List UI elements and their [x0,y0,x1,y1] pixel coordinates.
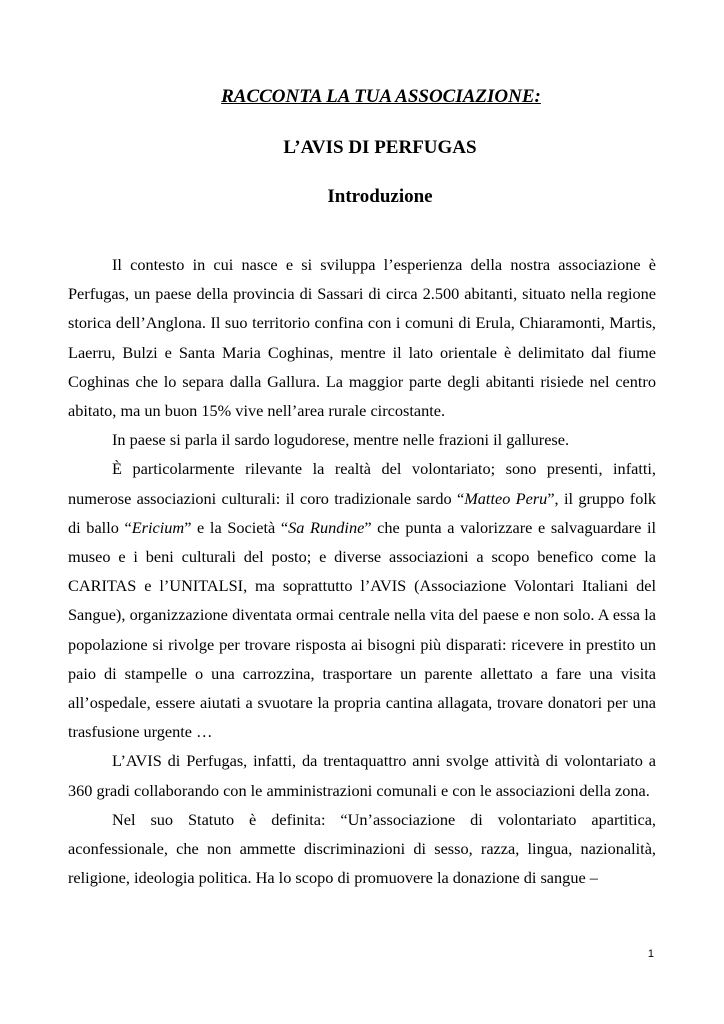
paragraph-4: L’AVIS di Perfugas, infatti, da trentaquattro anni svolge attività di volontariato a 360 gradi collaborando con le amministrazioni comunali e con le associazioni della zona. [68,751,656,800]
choir-name: Matteo Peru [464,488,548,508]
document-title [0,86,724,108]
document-subtitle: L’AVIS DI PERFUGAS [283,137,477,158]
paragraph-3 [68,454,656,746]
paragraph-3-part-e: ” e la Società “ [184,517,289,537]
body-text [68,250,656,892]
page-number: 1 [647,948,654,960]
title-colon: : [534,86,541,107]
section-heading: Introduzione [327,186,433,207]
paragraph-3-part-g: ” che punta a valorizzare e salvaguardare il museo e i beni culturali del posto; e diverse associazioni a scopo benefico come la CARITAS e l’UNITALSI, ma soprattutto l’AVIS (Associazione Volontari Italiani del Sangue), organizzazione diventata ormai centrale nella vita del paese e non solo. A essa la popolazione si rivolge per trovare risposta ai bisogni più disparati: ricevere in prestito un paio di stampelle o una carrozzina, trasportare un parente allettato a fare una visita all’ospedale, essere aiutati a svuotare la propria cantina allagata, trovare donatori per una trasfusione urgente … [68,517,657,742]
society-name: Sa Rundine [288,517,365,537]
title-text: RACCONTA LA TUA ASSOCIAZIONE [221,86,535,107]
paragraph-5: Nel suo Statuto è definita: “Un’associazione di volontariato apartitica, aconfessionale, che non ammette discriminazioni di sesso, razza, lingua, nazionalità, religione, ideologia politica. Ha lo scopo di promuovere la donazione di sangue – [68,809,656,888]
folk-group-name: Ericium [131,517,185,537]
paragraph-1: Il contesto in cui nasce e si sviluppa l’esperienza della nostra associazione è Perfugas, un paese della provincia di Sassari di circa 2.500 abitanti, situato nella regione storica dell’Anglona. Il suo territorio confina con i comuni di Erula, Chiaramonti, Martis, Laerru, Bulzi e Santa Maria Coghinas, mentre il lato orientale è delimitato dal fiume Coghinas che lo separa dalla Gallura. La maggior parte degli abitanti risiede nel centro abitato, ma un buon 15% vive nell’area rurale circostante. [68,255,656,421]
paragraph-3-part-a: È particolarmente rilevante la realtà del volontariato; sono presenti, infatti, numerose associazioni culturali: il coro tradizionale sardo “ [68,459,656,508]
paragraph-3-part-c: ”, il gruppo folk di ballo “ [68,488,656,537]
paragraph-2: In paese si parla il sardo logudorese, mentre nelle frazioni il gallurese. [112,430,570,450]
